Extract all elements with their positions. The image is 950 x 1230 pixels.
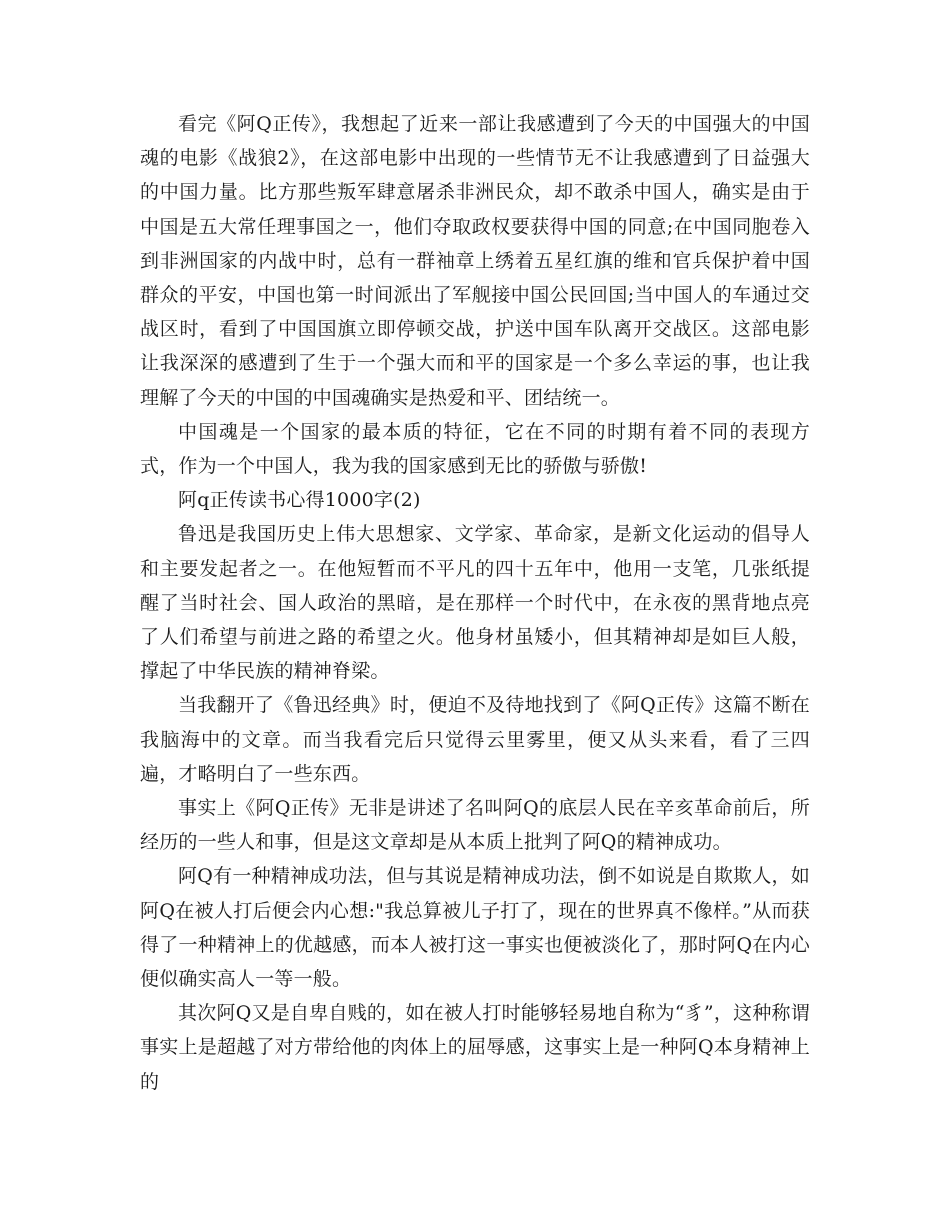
section-heading: 阿q正传读书心得1000字(2) <box>178 489 421 512</box>
paragraph-self-abasement: 其次阿Q又是自卑自贱的，如在被人打时能够轻易地自称为“豸”，这种称谓事实上是超越了对方带给他的肉体上的屈辱感，这事实上是一种阿Q本身精神上的 <box>140 1002 810 1093</box>
paragraph-spiritual-victory: 阿Q有一种精神成功法，但与其说是精神成功法，倒不如说是自欺欺人，如阿Q在被人打后便会内心想:"我总算被儿子打了，现在的世界真不像样。”从而获得了一种精神上的优越感，而本人被打这一事实也便被淡化了，那时阿Q在内心便似确实高人一等一般。 <box>140 865 810 991</box>
paragraph-luxun-intro: 鲁迅是我国历史上伟大思想家、文学家、革命家，是新文化运动的倡导人和主要发起者之一。在他短暂而不平凡的四十五年中，他用一支笔，几张纸提醒了当时社会、国人政治的黑暗，是在那样一个时代中，在永夜的黑背地点亮了人们希望与前进之路的希望之火。他身材虽矮小，但其精神却是如巨人般，撑起了中华民族的精神脊梁。 <box>140 523 810 683</box>
document-page <box>140 107 810 1099</box>
paragraph-zhanlang: 看完《阿Q正传》，我想起了近来一部让我感遭到了今天的中国强大的中国魂的电影《战狼2》，在这部电影中出现的一些情节无不让我感遭到了日益强大的中国力量。比方那些叛军肆意屠杀非洲民众，却不敢杀中国人，确实是由于中国是五大常任理事国之一，他们夺取政权要获得中国的同意;在中国同胞卷入到非洲国家的内战中时，总有一群袖章上绣着五星红旗的维和官兵保护着中国群众的平安，中国也第一时间派出了军舰接中国公民回国;当中国人的车通过交战区时，看到了中国国旗立即停顿交战，护送中国车队离开交战区。这部电影让我深深的感遭到了生于一个强大而和平的国家是一个多么幸运的事，也让我理解了今天的中国的中国魂确实是热爱和平、团结统一。 <box>140 113 810 409</box>
paragraph-story-summary: 事实上《阿Q正传》无非是讲述了名叫阿Q的底层人民在辛亥革命前后，所经历的一些人和事，但是这文章却是从本质上批判了阿Q的精神成功。 <box>140 797 810 854</box>
paragraph-chinese-soul: 中国魂是一个国家的最本质的特征，它在不同的时期有着不同的表现方式，作为一个中国人，我为我的国家感到无比的骄傲与骄傲! <box>140 420 810 478</box>
paragraph-reading: 当我翻开了《鲁迅经典》时，便迫不及待地找到了《阿Q正传》这篇不断在我脑海中的文章。而当我看完后只觉得云里雾里，便又从头来看，看了三四遍，才略明白了一些东西。 <box>140 694 810 785</box>
